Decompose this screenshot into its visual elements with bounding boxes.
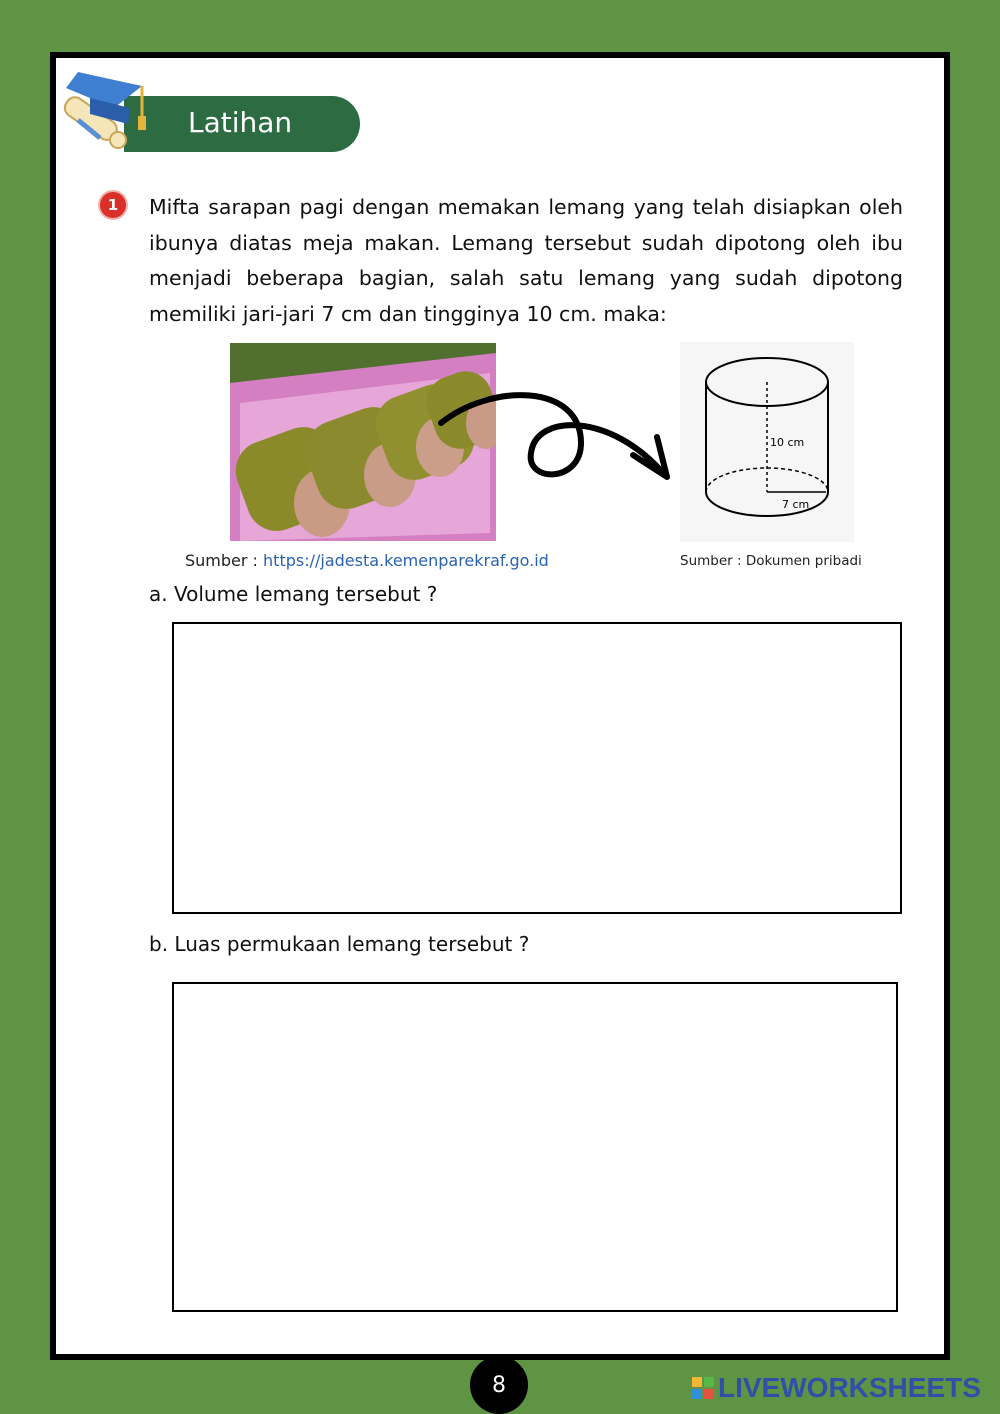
height-label: 10 cm (770, 436, 805, 449)
sub-question-b: b. Luas permukaan lemang tersebut ? (149, 932, 530, 956)
cylinder-diagram (680, 342, 854, 542)
question-text: Mifta sarapan pagi dengan memakan lemang yang telah disiapkan oleh ibunya diatas meja makan. Lemang tersebut sudah dipotong oleh ibu menjadi beberapa bagian, salah satu lemang yang sudah dipotong memiliki jari-jari 7 cm dan tingginya 10 cm. maka: (149, 195, 903, 326)
liveworksheets-logo-icon (692, 1377, 714, 1399)
diagram-source: Sumber : Dokumen pribadi (680, 553, 862, 569)
worksheet-page (50, 52, 950, 1360)
radius-label: 7 cm (782, 498, 810, 511)
photo-source-prefix: Sumber : (185, 551, 264, 570)
photo-source (185, 551, 549, 570)
page-number: 8 (470, 1356, 528, 1414)
graduation-cap-icon (56, 58, 176, 158)
section-title: Latihan (188, 106, 293, 139)
answer-box-a[interactable] (172, 622, 902, 914)
sub-question-a: a. Volume lemang tersebut ? (149, 582, 438, 606)
question-number-badge: 1 (100, 192, 126, 218)
liveworksheets-wordmark: LIVEWORKSHEETS (718, 1372, 981, 1403)
arrow-icon (431, 373, 671, 493)
liveworksheets-brand (692, 1372, 981, 1404)
answer-box-b[interactable] (172, 982, 898, 1312)
photo-source-link[interactable]: https://jadesta.kemenparekraf.go.id (263, 551, 549, 570)
